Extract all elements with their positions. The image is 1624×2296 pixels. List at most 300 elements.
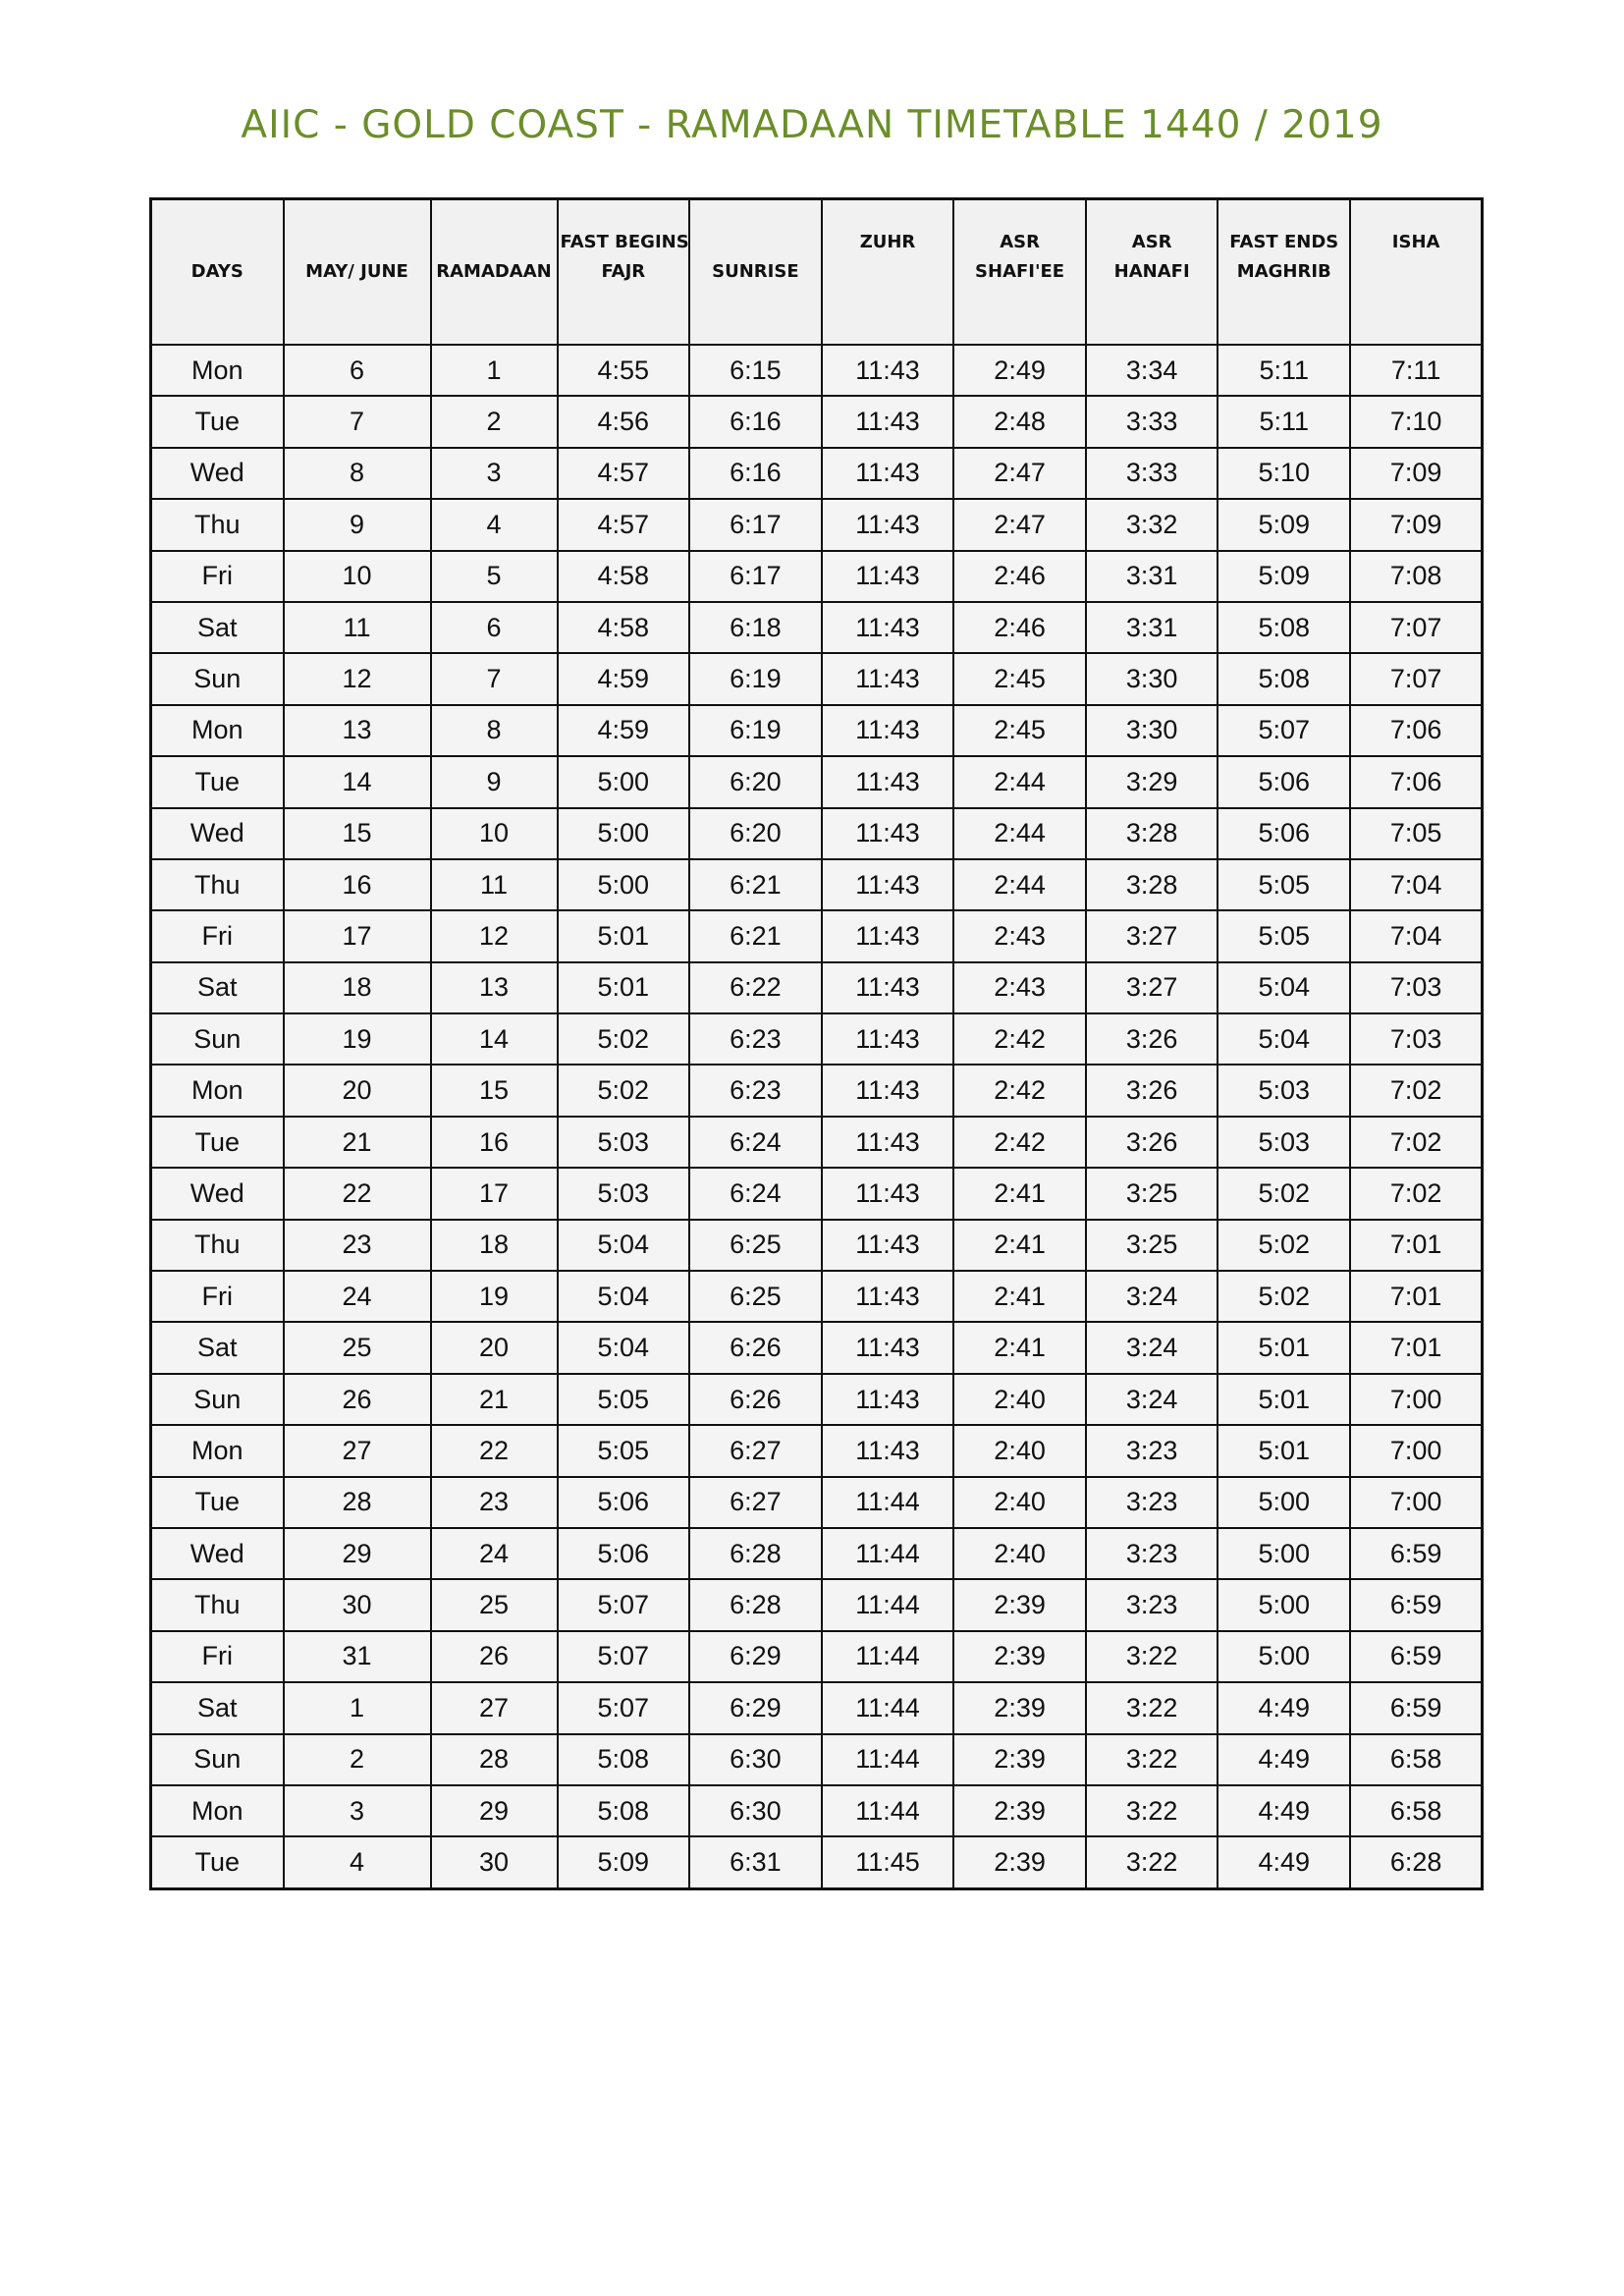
asr-shafiee-cell: 2:40 [953, 1374, 1086, 1425]
sunrise-cell: 6:30 [689, 1785, 822, 1836]
asr-shafiee-cell: 2:48 [953, 396, 1086, 447]
ramadaan-cell: 23 [431, 1477, 558, 1528]
header-sunrise [689, 199, 822, 346]
isha-cell: 7:08 [1350, 551, 1483, 602]
date-cell: 9 [284, 499, 431, 550]
ramadaan-cell: 29 [431, 1785, 558, 1836]
sunrise-cell: 6:19 [689, 653, 822, 704]
zuhr-cell: 11:44 [822, 1579, 954, 1630]
date-cell: 16 [284, 859, 431, 910]
asr-shafiee-cell: 2:40 [953, 1425, 1086, 1476]
asr-hanafi-cell: 3:22 [1086, 1836, 1218, 1888]
table-row [151, 602, 1483, 653]
asr-shafiee-cell: 2:46 [953, 551, 1086, 602]
ramadaan-cell: 9 [431, 756, 558, 807]
table-row [151, 910, 1483, 961]
asr-shafiee-cell: 2:39 [953, 1682, 1086, 1733]
ramadaan-cell: 8 [431, 705, 558, 756]
sunrise-cell: 6:30 [689, 1734, 822, 1785]
sunrise-cell: 6:26 [689, 1374, 822, 1425]
sunrise-cell: 6:24 [689, 1117, 822, 1168]
day-cell: Tue [151, 1117, 284, 1168]
asr-hanafi-cell: 3:23 [1086, 1528, 1218, 1579]
asr-shafiee-cell: 2:44 [953, 808, 1086, 859]
asr-shafiee-cell: 2:39 [953, 1631, 1086, 1682]
maghrib-cell: 5:02 [1218, 1220, 1350, 1271]
asr-shafiee-cell: 2:42 [953, 1117, 1086, 1168]
zuhr-cell: 11:43 [822, 602, 954, 653]
date-cell: 14 [284, 756, 431, 807]
sunrise-cell: 6:16 [689, 396, 822, 447]
header-zuhr [822, 199, 954, 346]
zuhr-cell: 11:43 [822, 1013, 954, 1065]
date-cell: 8 [284, 448, 431, 499]
day-cell: Sun [151, 653, 284, 704]
maghrib-cell: 5:06 [1218, 756, 1350, 807]
asr-shafiee-cell: 2:47 [953, 499, 1086, 550]
maghrib-cell: 5:03 [1218, 1065, 1350, 1116]
isha-cell: 6:59 [1350, 1631, 1483, 1682]
sunrise-cell: 6:23 [689, 1065, 822, 1116]
fajr-cell: 4:58 [558, 602, 690, 653]
fajr-cell: 4:59 [558, 705, 690, 756]
asr-shafiee-cell: 2:49 [953, 345, 1086, 396]
fajr-cell: 4:59 [558, 653, 690, 704]
isha-cell: 7:02 [1350, 1168, 1483, 1219]
fajr-cell: 4:57 [558, 499, 690, 550]
table-row [151, 396, 1483, 447]
maghrib-cell: 5:09 [1218, 499, 1350, 550]
ramadaan-cell: 1 [431, 345, 558, 396]
maghrib-cell: 5:11 [1218, 345, 1350, 396]
date-cell: 28 [284, 1477, 431, 1528]
ramadaan-cell: 7 [431, 653, 558, 704]
day-cell: Mon [151, 1785, 284, 1836]
isha-cell: 7:00 [1350, 1374, 1483, 1425]
sunrise-cell: 6:21 [689, 859, 822, 910]
day-cell: Mon [151, 345, 284, 396]
day-cell: Tue [151, 756, 284, 807]
zuhr-cell: 11:43 [822, 1220, 954, 1271]
asr-hanafi-cell: 3:23 [1086, 1579, 1218, 1630]
table-row [151, 1013, 1483, 1065]
asr-shafiee-cell: 2:42 [953, 1013, 1086, 1065]
table-row [151, 859, 1483, 910]
asr-hanafi-cell: 3:30 [1086, 653, 1218, 704]
isha-cell: 6:59 [1350, 1682, 1483, 1733]
date-cell: 10 [284, 551, 431, 602]
asr-shafiee-cell: 2:39 [953, 1836, 1086, 1888]
header-date [284, 199, 431, 346]
maghrib-cell: 4:49 [1218, 1734, 1350, 1785]
zuhr-cell: 11:43 [822, 551, 954, 602]
zuhr-cell: 11:43 [822, 345, 954, 396]
isha-cell: 6:59 [1350, 1528, 1483, 1579]
maghrib-cell: 4:49 [1218, 1682, 1350, 1733]
header-fajr [558, 199, 690, 346]
table-row [151, 1168, 1483, 1219]
isha-cell: 6:59 [1350, 1579, 1483, 1630]
ramadaan-cell: 17 [431, 1168, 558, 1219]
asr-hanafi-cell: 3:31 [1086, 551, 1218, 602]
ramadaan-cell: 2 [431, 396, 558, 447]
day-cell: Mon [151, 1425, 284, 1476]
asr-hanafi-cell: 3:22 [1086, 1682, 1218, 1733]
table-row [151, 756, 1483, 807]
day-cell: Mon [151, 1065, 284, 1116]
ramadaan-cell: 28 [431, 1734, 558, 1785]
day-cell: Sat [151, 602, 284, 653]
table-row [151, 1374, 1483, 1425]
fajr-cell: 5:08 [558, 1785, 690, 1836]
isha-cell: 7:03 [1350, 962, 1483, 1013]
ramadaan-cell: 11 [431, 859, 558, 910]
asr-hanafi-cell: 3:30 [1086, 705, 1218, 756]
header-days [151, 199, 284, 346]
date-cell: 13 [284, 705, 431, 756]
maghrib-cell: 5:02 [1218, 1168, 1350, 1219]
asr-hanafi-cell: 3:27 [1086, 910, 1218, 961]
table-row [151, 705, 1483, 756]
day-cell: Fri [151, 551, 284, 602]
header-isha-label: ISHA [1391, 232, 1440, 252]
asr-hanafi-cell: 3:27 [1086, 962, 1218, 1013]
day-cell: Sat [151, 962, 284, 1013]
zuhr-cell: 11:44 [822, 1734, 954, 1785]
day-cell: Fri [151, 1631, 284, 1682]
fajr-cell: 5:05 [558, 1374, 690, 1425]
sunrise-cell: 6:18 [689, 602, 822, 653]
table-row [151, 1836, 1483, 1888]
isha-cell: 7:10 [1350, 396, 1483, 447]
asr-hanafi-cell: 3:28 [1086, 808, 1218, 859]
table-row [151, 653, 1483, 704]
asr-hanafi-cell: 3:24 [1086, 1322, 1218, 1373]
date-cell: 11 [284, 602, 431, 653]
ramadaan-cell: 20 [431, 1322, 558, 1373]
header-asr-hanafi-line1: ASR [1131, 232, 1172, 252]
sunrise-cell: 6:21 [689, 910, 822, 961]
fajr-cell: 5:04 [558, 1322, 690, 1373]
isha-cell: 6:58 [1350, 1734, 1483, 1785]
isha-cell: 7:07 [1350, 602, 1483, 653]
asr-shafiee-cell: 2:45 [953, 653, 1086, 704]
asr-hanafi-cell: 3:26 [1086, 1065, 1218, 1116]
date-cell: 29 [284, 1528, 431, 1579]
sunrise-cell: 6:17 [689, 499, 822, 550]
day-cell: Tue [151, 396, 284, 447]
date-cell: 27 [284, 1425, 431, 1476]
maghrib-cell: 5:04 [1218, 1013, 1350, 1065]
ramadaan-cell: 6 [431, 602, 558, 653]
ramadaan-cell: 18 [431, 1220, 558, 1271]
date-cell: 23 [284, 1220, 431, 1271]
asr-shafiee-cell: 2:46 [953, 602, 1086, 653]
day-cell: Tue [151, 1836, 284, 1888]
table-row [151, 1579, 1483, 1630]
asr-shafiee-cell: 2:39 [953, 1785, 1086, 1836]
fajr-cell: 5:04 [558, 1220, 690, 1271]
maghrib-cell: 5:11 [1218, 396, 1350, 447]
day-cell: Wed [151, 448, 284, 499]
table-row [151, 1322, 1483, 1373]
sunrise-cell: 6:17 [689, 551, 822, 602]
isha-cell: 7:09 [1350, 448, 1483, 499]
maghrib-cell: 4:49 [1218, 1836, 1350, 1888]
header-zuhr-label: ZUHR [859, 232, 916, 252]
date-cell: 3 [284, 1785, 431, 1836]
maghrib-cell: 5:08 [1218, 653, 1350, 704]
asr-shafiee-cell: 2:42 [953, 1065, 1086, 1116]
asr-hanafi-cell: 3:22 [1086, 1631, 1218, 1682]
date-cell: 17 [284, 910, 431, 961]
asr-shafiee-cell: 2:41 [953, 1271, 1086, 1322]
ramadaan-cell: 25 [431, 1579, 558, 1630]
table-row [151, 808, 1483, 859]
date-cell: 7 [284, 396, 431, 447]
fajr-cell: 5:03 [558, 1168, 690, 1219]
zuhr-cell: 11:43 [822, 1065, 954, 1116]
fajr-cell: 5:05 [558, 1425, 690, 1476]
table-row [151, 1425, 1483, 1476]
day-cell: Sat [151, 1682, 284, 1733]
ramadaan-cell: 15 [431, 1065, 558, 1116]
isha-cell: 7:00 [1350, 1425, 1483, 1476]
table-row [151, 1734, 1483, 1785]
maghrib-cell: 5:09 [1218, 551, 1350, 602]
maghrib-cell: 5:07 [1218, 705, 1350, 756]
zuhr-cell: 11:43 [822, 653, 954, 704]
date-cell: 1 [284, 1682, 431, 1733]
asr-hanafi-cell: 3:25 [1086, 1220, 1218, 1271]
isha-cell: 6:58 [1350, 1785, 1483, 1836]
header-asr-shafiee [953, 199, 1086, 346]
date-cell: 31 [284, 1631, 431, 1682]
maghrib-cell: 5:03 [1218, 1117, 1350, 1168]
header-fajr-line2: FAJR [601, 261, 646, 282]
asr-hanafi-cell: 3:22 [1086, 1734, 1218, 1785]
table-row [151, 1220, 1483, 1271]
header-fajr-line1: FAST BEGINS [560, 232, 689, 252]
asr-shafiee-cell: 2:41 [953, 1220, 1086, 1271]
fajr-cell: 5:06 [558, 1528, 690, 1579]
fajr-cell: 5:00 [558, 756, 690, 807]
asr-hanafi-cell: 3:23 [1086, 1425, 1218, 1476]
zuhr-cell: 11:43 [822, 448, 954, 499]
sunrise-cell: 6:29 [689, 1682, 822, 1733]
zuhr-cell: 11:43 [822, 499, 954, 550]
sunrise-cell: 6:23 [689, 1013, 822, 1065]
asr-hanafi-cell: 3:26 [1086, 1013, 1218, 1065]
asr-shafiee-cell: 2:44 [953, 756, 1086, 807]
sunrise-cell: 6:29 [689, 1631, 822, 1682]
ramadaan-cell: 10 [431, 808, 558, 859]
ramadaan-cell: 24 [431, 1528, 558, 1579]
ramadaan-cell: 13 [431, 962, 558, 1013]
fajr-cell: 5:07 [558, 1631, 690, 1682]
zuhr-cell: 11:43 [822, 808, 954, 859]
sunrise-cell: 6:27 [689, 1477, 822, 1528]
asr-hanafi-cell: 3:31 [1086, 602, 1218, 653]
maghrib-cell: 5:05 [1218, 859, 1350, 910]
fajr-cell: 5:04 [558, 1271, 690, 1322]
fajr-cell: 5:03 [558, 1117, 690, 1168]
ramadaan-cell: 26 [431, 1631, 558, 1682]
sunrise-cell: 6:22 [689, 962, 822, 1013]
isha-cell: 7:04 [1350, 910, 1483, 961]
asr-hanafi-cell: 3:25 [1086, 1168, 1218, 1219]
ramadaan-cell: 3 [431, 448, 558, 499]
ramadaan-cell: 21 [431, 1374, 558, 1425]
zuhr-cell: 11:45 [822, 1836, 954, 1888]
isha-cell: 7:04 [1350, 859, 1483, 910]
fajr-cell: 5:01 [558, 910, 690, 961]
date-cell: 18 [284, 962, 431, 1013]
asr-shafiee-cell: 2:40 [953, 1477, 1086, 1528]
ramadaan-cell: 27 [431, 1682, 558, 1733]
isha-cell: 7:07 [1350, 653, 1483, 704]
table-row [151, 345, 1483, 396]
sunrise-cell: 6:27 [689, 1425, 822, 1476]
day-cell: Sun [151, 1374, 284, 1425]
zuhr-cell: 11:43 [822, 1425, 954, 1476]
asr-shafiee-cell: 2:39 [953, 1579, 1086, 1630]
table-row [151, 1065, 1483, 1116]
asr-hanafi-cell: 3:24 [1086, 1374, 1218, 1425]
asr-hanafi-cell: 3:28 [1086, 859, 1218, 910]
date-cell: 26 [284, 1374, 431, 1425]
zuhr-cell: 11:43 [822, 1117, 954, 1168]
zuhr-cell: 11:43 [822, 1271, 954, 1322]
table-row [151, 1271, 1483, 1322]
header-sunrise-label: SUNRISE [712, 261, 799, 282]
day-cell: Mon [151, 705, 284, 756]
fajr-cell: 4:56 [558, 396, 690, 447]
fajr-cell: 5:02 [558, 1013, 690, 1065]
ramadaan-cell: 4 [431, 499, 558, 550]
header-ramadaan [431, 199, 558, 346]
asr-shafiee-cell: 2:44 [953, 859, 1086, 910]
zuhr-cell: 11:43 [822, 1168, 954, 1219]
sunrise-cell: 6:15 [689, 345, 822, 396]
table-row [151, 1528, 1483, 1579]
asr-hanafi-cell: 3:32 [1086, 499, 1218, 550]
date-cell: 12 [284, 653, 431, 704]
day-cell: Thu [151, 859, 284, 910]
sunrise-cell: 6:28 [689, 1528, 822, 1579]
header-maghrib-line1: FAST ENDS [1229, 232, 1339, 252]
sunrise-cell: 6:20 [689, 756, 822, 807]
header-asr-shafiee-line1: ASR [1000, 232, 1040, 252]
maghrib-cell: 5:01 [1218, 1425, 1350, 1476]
ramadaan-cell: 12 [431, 910, 558, 961]
date-cell: 24 [284, 1271, 431, 1322]
ramadaan-cell: 22 [431, 1425, 558, 1476]
zuhr-cell: 11:44 [822, 1682, 954, 1733]
asr-shafiee-cell: 2:43 [953, 962, 1086, 1013]
date-cell: 19 [284, 1013, 431, 1065]
asr-hanafi-cell: 3:24 [1086, 1271, 1218, 1322]
maghrib-cell: 5:01 [1218, 1322, 1350, 1373]
date-cell: 15 [284, 808, 431, 859]
ramadaan-timetable [149, 197, 1484, 1890]
header-date-label: MAY/ JUNE [305, 261, 408, 282]
maghrib-cell: 5:00 [1218, 1477, 1350, 1528]
day-cell: Thu [151, 499, 284, 550]
asr-shafiee-cell: 2:40 [953, 1528, 1086, 1579]
sunrise-cell: 6:26 [689, 1322, 822, 1373]
isha-cell: 7:01 [1350, 1220, 1483, 1271]
day-cell: Wed [151, 1528, 284, 1579]
isha-cell: 7:02 [1350, 1065, 1483, 1116]
table-row [151, 1785, 1483, 1836]
zuhr-cell: 11:43 [822, 756, 954, 807]
zuhr-cell: 11:44 [822, 1477, 954, 1528]
date-cell: 22 [284, 1168, 431, 1219]
maghrib-cell: 5:02 [1218, 1271, 1350, 1322]
fajr-cell: 4:58 [558, 551, 690, 602]
header-asr-hanafi-line2: HANAFI [1113, 261, 1190, 282]
isha-cell: 7:05 [1350, 808, 1483, 859]
date-cell: 21 [284, 1117, 431, 1168]
header-isha [1350, 199, 1483, 346]
maghrib-cell: 5:06 [1218, 808, 1350, 859]
day-cell: Sat [151, 1322, 284, 1373]
isha-cell: 7:09 [1350, 499, 1483, 550]
header-ramadaan-label: RAMADAAN [436, 261, 552, 282]
ramadaan-cell: 16 [431, 1117, 558, 1168]
zuhr-cell: 11:43 [822, 705, 954, 756]
asr-shafiee-cell: 2:39 [953, 1734, 1086, 1785]
fajr-cell: 5:00 [558, 808, 690, 859]
isha-cell: 7:02 [1350, 1117, 1483, 1168]
day-cell: Thu [151, 1579, 284, 1630]
ramadaan-cell: 19 [431, 1271, 558, 1322]
day-cell: Wed [151, 1168, 284, 1219]
day-cell: Sun [151, 1734, 284, 1785]
maghrib-cell: 5:01 [1218, 1374, 1350, 1425]
zuhr-cell: 11:43 [822, 962, 954, 1013]
isha-cell: 7:01 [1350, 1322, 1483, 1373]
sunrise-cell: 6:24 [689, 1168, 822, 1219]
header-days-label: DAYS [190, 261, 244, 282]
asr-hanafi-cell: 3:23 [1086, 1477, 1218, 1528]
sunrise-cell: 6:28 [689, 1579, 822, 1630]
zuhr-cell: 11:43 [822, 1374, 954, 1425]
isha-cell: 6:28 [1350, 1836, 1483, 1888]
sunrise-cell: 6:20 [689, 808, 822, 859]
fajr-cell: 5:06 [558, 1477, 690, 1528]
ramadaan-cell: 30 [431, 1836, 558, 1888]
fajr-cell: 5:01 [558, 962, 690, 1013]
date-cell: 25 [284, 1322, 431, 1373]
date-cell: 2 [284, 1734, 431, 1785]
day-cell: Tue [151, 1477, 284, 1528]
table-row [151, 1477, 1483, 1528]
asr-hanafi-cell: 3:33 [1086, 396, 1218, 447]
table-body [151, 345, 1483, 1888]
sunrise-cell: 6:31 [689, 1836, 822, 1888]
table-row [151, 962, 1483, 1013]
asr-hanafi-cell: 3:22 [1086, 1785, 1218, 1836]
zuhr-cell: 11:44 [822, 1785, 954, 1836]
asr-shafiee-cell: 2:43 [953, 910, 1086, 961]
sunrise-cell: 6:25 [689, 1220, 822, 1271]
table-row [151, 1682, 1483, 1733]
isha-cell: 7:01 [1350, 1271, 1483, 1322]
day-cell: Sun [151, 1013, 284, 1065]
zuhr-cell: 11:44 [822, 1631, 954, 1682]
